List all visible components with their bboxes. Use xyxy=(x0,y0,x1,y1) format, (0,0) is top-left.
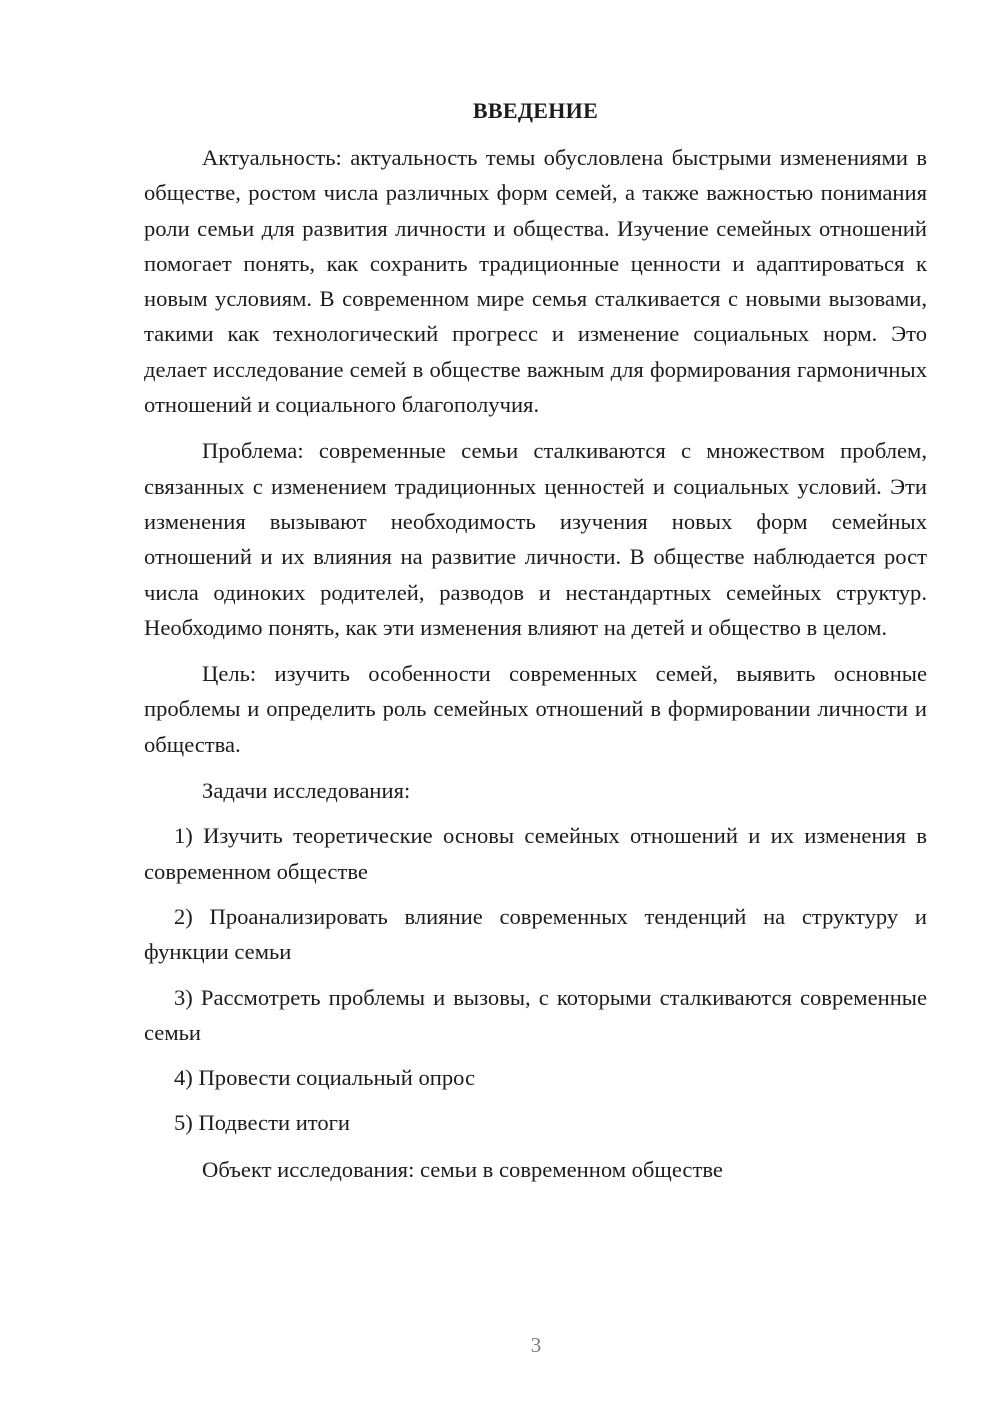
paragraph-problem: Проблема: современные семьи сталкиваются с множеством проблем, связанных с изменением традиционных ценностей и социальных условий. Эти изменения вызывают необходимость изучения новых форм семейных отношений и их влияния на развитие личности. В обществе наблюдается рост числа одиноких родителей, разводов и нестандартных семейных структур. Необходимо понять, как эти изменения влияют на детей и общество в целом. xyxy=(144,438,927,640)
list-item: 3) Рассмотреть проблемы и вызовы, с которыми сталкиваются современные семьи xyxy=(144,984,927,1045)
list-item: 5) Подвести итоги xyxy=(174,1110,351,1136)
page-content xyxy=(144,96,927,1187)
page-title: ВВЕДЕНИЕ xyxy=(472,98,599,123)
page-number: 3 xyxy=(530,1333,542,1357)
paragraph-relevance: Актуальность: актуальность темы обусловлена быстрыми изменениями в обществе, ростом числа различных форм семей, а также важностью понимания роли семьи для развития личности и общества. Изучение семейных отношений помогает понять, как сохранить традиционные ценности и адаптироваться к новым условиям. В современном мире семья сталкивается с новыми вызовами, такими как технологический прогресс и изменение социальных норм. Это делает исследование семей в обществе важным для формирования гармоничных отношений и социального благополучия. xyxy=(144,145,927,418)
tasks-heading: Задачи исследования: xyxy=(202,778,411,804)
paragraph-object: Объект исследования: семьи в современном обществе xyxy=(202,1156,723,1182)
paragraph-goal: Цель: изучить особенности современных семей, выявить основные проблемы и определить роль семейных отношений в формировании личности и общества. xyxy=(144,661,927,757)
list-item: 2) Проанализировать влияние современных тенденций на структуру и функции семьи xyxy=(144,903,927,965)
list-item: 1) Изучить теоретические основы семейных отношений и их изменения в современном обществе xyxy=(144,823,927,884)
tasks-list xyxy=(144,818,927,1140)
list-item: 4) Провести социальный опрос xyxy=(174,1065,476,1091)
